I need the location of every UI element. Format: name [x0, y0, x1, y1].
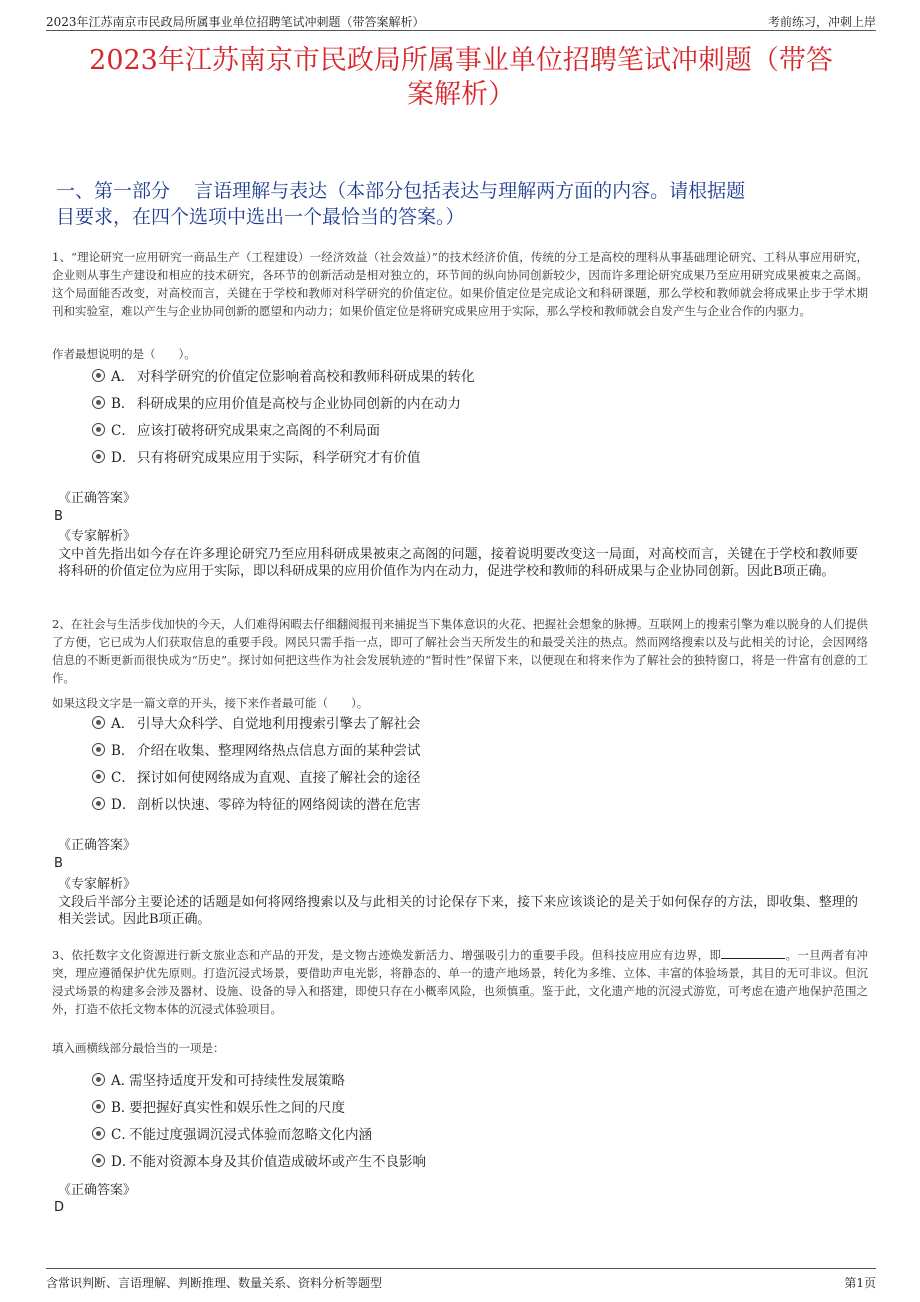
radio-icon[interactable]	[92, 450, 105, 463]
fill-blank	[721, 946, 785, 959]
q2-option-c[interactable]	[92, 768, 421, 788]
q2-analysis-label: 《专家解析》	[58, 877, 137, 892]
option-text: 不能过度强调沉浸式体验而忽略文化内涵	[129, 1127, 372, 1143]
q2-text: 2、在社会与生活步伐加快的今天，人们难得闲暇去仔细翻阅报刊来捕捉当下集体意识的火花、把握社会想象的脉搏。互联网上的搜索引擎为难以脱身的人们提供了方便，它已成为人们获取信息的重要手段。网民只需手指一点，即可了解社会当天所发生的和最受关注的热点。然而网络搜索以及与此相关的讨论，会因网络信息的不断更新而很快成为“历史”。探讨如何把这些作为社会发展轨迹的“暂时性”保留下来，以便现在和将来作为了解社会的独特窗口，将是一件富有创意的工作。	[52, 617, 868, 685]
header-slogan: 考前练习，冲刺上岸	[767, 15, 876, 29]
q3-answer: D	[54, 1200, 65, 1215]
q3-answer-label: 《正确答案》	[58, 1183, 137, 1198]
radio-icon[interactable]	[92, 1127, 105, 1140]
option-text: 引导大众科学、自觉地利用搜索引擎去了解社会	[137, 716, 421, 732]
option-key: A．	[111, 716, 135, 732]
q3-text-before: 3、依托数字文化资源进行新文旅业态和产品的开发，是文物古迹焕发新活力、增强吸引力的重要手段。但科技应用应有边界，即	[52, 948, 722, 962]
title-line-1: 2023年江苏南京市民政局所属事业单位招聘笔试冲刺题（带答	[89, 45, 833, 76]
footer-note: 含常识判断、言语理解、判断推理、数量关系、资料分析等题型	[46, 1276, 383, 1290]
q3-text	[52, 946, 868, 1018]
q3-text-after: 。一旦两者有冲突，理应遵循保护优先原则。打造沉浸式场景，要借助声电光影，将静态的、单一的遗产地场景，转化为多维、立体、丰富的体验场景，其目的无可非议。但沉浸式场景的构建多会涉及器材、设施、设备的导入和搭建，即使只存在小概率风险，也须慎重。鉴于此，文化遗产地的沉浸式游览，可考虑在遗产地保护范围之外，打造不依托文物本体的沉浸式体验项目。	[52, 948, 869, 1016]
q2-answer-label: 《正确答案》	[58, 838, 137, 853]
radio-icon[interactable]	[92, 1154, 105, 1167]
radio-icon[interactable]	[92, 743, 105, 756]
q2-option-b[interactable]	[92, 741, 421, 761]
q1-text: 1、“理论研究一应用研究一商品生产（工程建设）一经济效益（社会效益）”的技术经济价值，传统的分工是高校的理科从事基础理论研究、工科从事应用研究，企业则从事生产建设和相应的技术研究，各环节的创新活动是相对独立的，环节间的纵向协同创新较少，因而许多理论研究成果乃至应用研究成果被束之高阁。这个局面能否改变，对高校而言，关键在于学校和教师对科学研究的价值定位。如果价值定位是完成论文和科研课题，那么学校和教师就会将成果止步于学术期刊和实验室，难以产生与企业协同创新的愿望和内动力；如果价值定位是将研究成果应用于实际，那么学校和教师就会自发产生与企业合作的内驱力。	[52, 250, 868, 318]
q2-analysis: 文段后半部分主要论述的话题是如何将网络搜索以及与此相关的讨论保存下来，接下来应该谈论的是关于如何保存的方法，即收集、整理的相关尝试。因此B项正确。	[58, 895, 858, 927]
option-text: 科研成果的应用价值是高校与企业协同创新的内在动力	[137, 396, 461, 412]
q2-prompt: 如果这段文字是一篇文章的开头，接下来作者最可能（ ）。	[52, 696, 369, 710]
q1-analysis-label: 《专家解析》	[58, 529, 137, 544]
option-text: 应该打破将研究成果束之高阁的不利局面	[137, 423, 380, 439]
option-text: 只有将研究成果应用于实际，科学研究才有价值	[137, 450, 421, 466]
q1-prompt: 作者最想说明的是（ ）。	[52, 347, 196, 361]
option-key: B．	[111, 743, 135, 759]
radio-icon[interactable]	[92, 396, 105, 409]
radio-icon[interactable]	[92, 423, 105, 436]
q1-answer-label: 《正确答案》	[58, 491, 137, 506]
option-key: A．	[111, 1073, 135, 1089]
radio-icon[interactable]	[92, 369, 105, 382]
option-key: B．	[111, 1100, 135, 1116]
option-key: C．	[111, 423, 135, 439]
option-text: 需坚持适度开发和可持续性发展策略	[129, 1073, 345, 1089]
radio-icon[interactable]	[92, 797, 105, 810]
option-text: 介绍在收集、整理网络热点信息方面的某种尝试	[137, 743, 421, 759]
title-line-2: 案解析）	[407, 79, 515, 110]
q1-analysis: 文中首先指出如今存在许多理论研究乃至应用科研成果被束之高阁的问题，接着说明要改变这一局面，对高校而言，关键在于学校和教师要将科研的价值定位为应用于实际，即以科研成果的应用价值作为内在动力，促进学校和教师的科研成果与企业协同创新。因此B项正确。	[58, 547, 858, 579]
page-header	[46, 0, 876, 31]
q2-answer: B	[54, 856, 63, 871]
q1-option-a[interactable]	[92, 367, 475, 387]
page-title	[46, 44, 876, 112]
option-text: 不能对资源本身及其价值造成破坏或产生不良影响	[129, 1154, 426, 1170]
radio-icon[interactable]	[92, 1073, 105, 1086]
q3-prompt: 填入画横线部分最恰当的一项是：	[52, 1041, 225, 1055]
option-text: 要把握好真实性和娱乐性之间的尺度	[129, 1100, 345, 1116]
radio-icon[interactable]	[92, 770, 105, 783]
radio-icon[interactable]	[92, 1100, 105, 1113]
option-key: D．	[111, 450, 136, 466]
page-footer	[46, 1268, 876, 1290]
option-key: A．	[111, 369, 135, 385]
q1-option-b[interactable]	[92, 394, 461, 414]
header-doc-title: 2023年江苏南京市民政局所属事业单位招聘笔试冲刺题（带答案解析）	[46, 15, 425, 29]
option-key: D．	[111, 1154, 136, 1170]
q3-option-c[interactable]	[92, 1125, 372, 1145]
radio-icon[interactable]	[92, 716, 105, 729]
section-heading-line-2: 目要求，在四个选项中选出一个最恰当的答案。）	[56, 206, 465, 228]
page-number: 第1页	[844, 1276, 876, 1290]
option-text: 探讨如何使网络成为直观、直接了解社会的途径	[137, 770, 421, 786]
q2-option-a[interactable]	[92, 714, 421, 734]
option-text: 对科学研究的价值定位影响着高校和教师科研成果的转化	[137, 369, 475, 385]
option-text: 剖析以快速、零碎为特征的网络阅读的潜在危害	[137, 797, 421, 813]
q3-option-d[interactable]	[92, 1152, 426, 1172]
q1-option-d[interactable]	[92, 448, 421, 468]
option-key: C．	[111, 1127, 135, 1143]
q3-option-a[interactable]	[92, 1071, 345, 1091]
q2-option-d[interactable]	[92, 795, 421, 815]
q3-option-b[interactable]	[92, 1098, 345, 1118]
q1-answer: B	[54, 509, 63, 524]
q1-option-c[interactable]	[92, 421, 380, 441]
option-key: C．	[111, 770, 135, 786]
section-heading-line-1: 一、第一部分 言语理解与表达（本部分包括表达与理解两方面的内容。请根据题	[56, 180, 746, 202]
option-key: B．	[111, 396, 135, 412]
option-key: D．	[111, 797, 136, 813]
section-heading	[56, 178, 876, 230]
